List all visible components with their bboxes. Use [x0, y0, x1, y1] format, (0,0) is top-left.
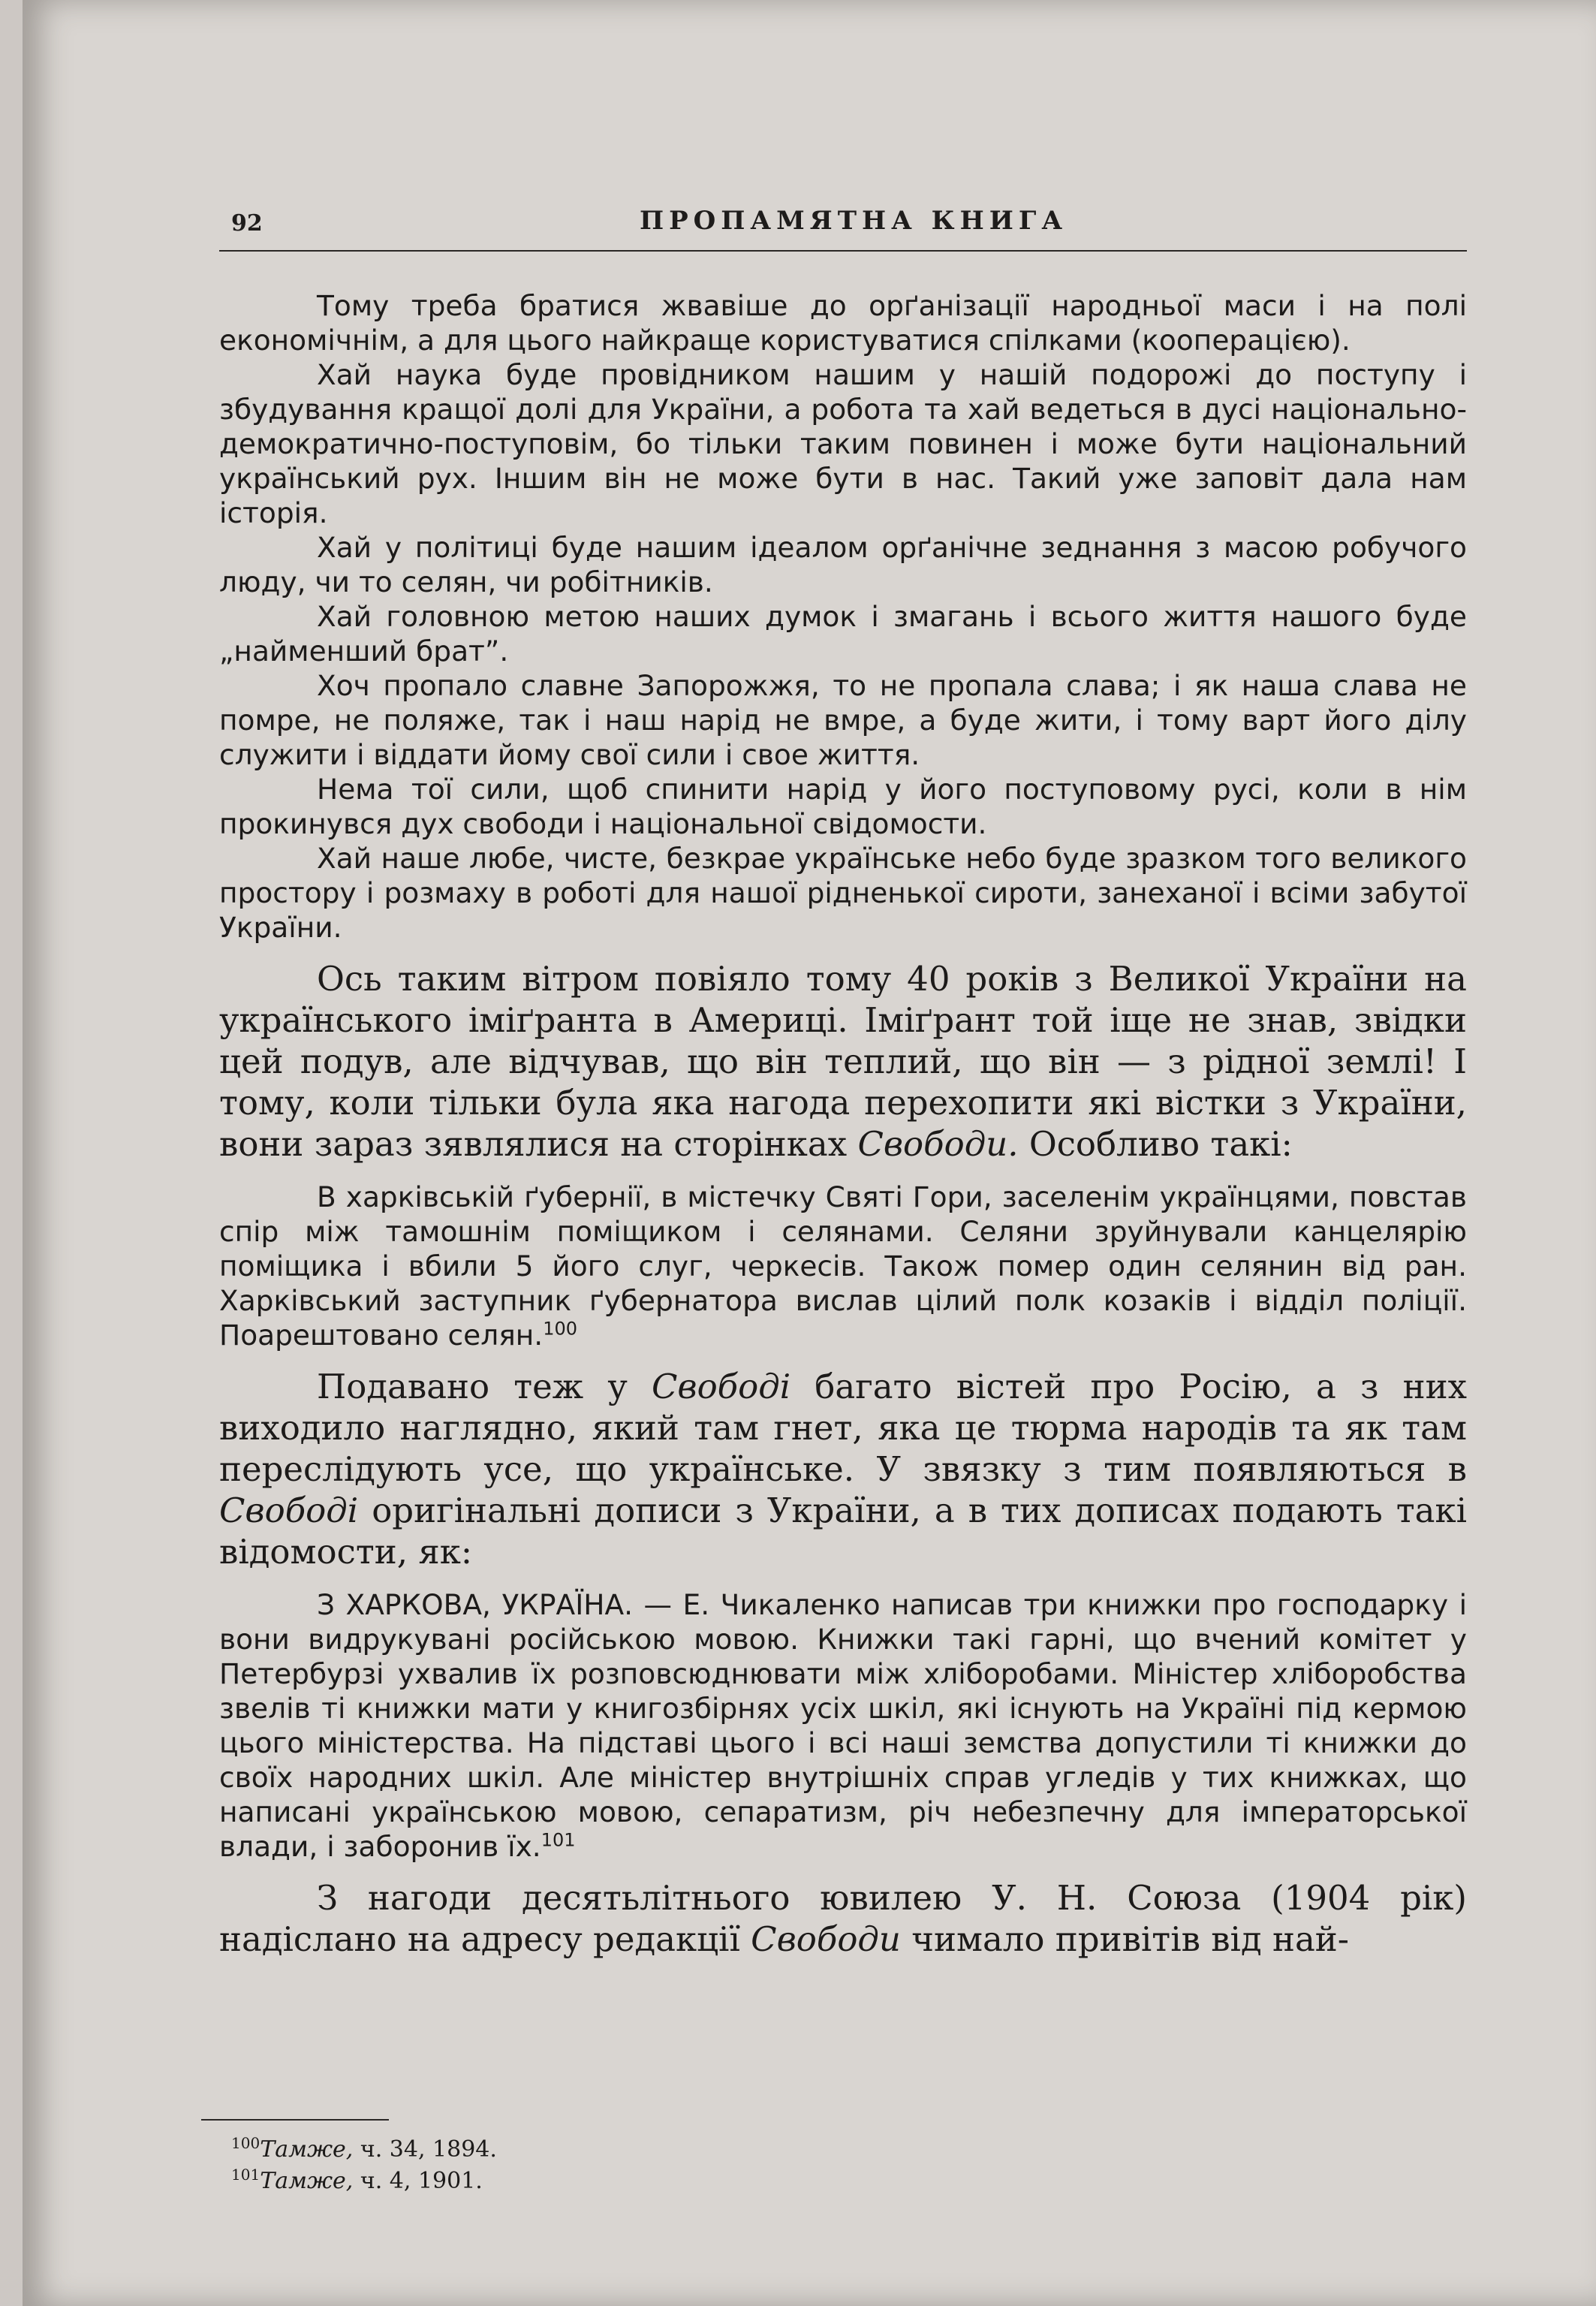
text-run: оригінальні дописи з України, а в тих дописах подають такі відомости, як:	[219, 1491, 1467, 1572]
quote-paragraph: Хай наше любе, чисте, безкрае українське небо буде зразком того великого простору і розмаху в роботі для нашої рідненької сироти, занеханої і всіми забутої України.	[219, 842, 1467, 944]
footnote-reference: 100	[543, 1318, 578, 1340]
footnote-reference: 101	[541, 1829, 576, 1851]
body-paragraph-2	[219, 1366, 1467, 1572]
footnote-number: 101	[231, 2166, 260, 2184]
newspaper-title: Свободи	[751, 1919, 901, 1959]
quote-text: З ХАРКОВА, УКРАЇНА. — Е. Чикаленко написав три книжки про господарку і вони видрукувані російською мовою. Книжки такі гарні, що вчений комітет у Петербурзі ухвалив їх розповсюднювати між хліборобами. Міністер хліборобства звелів ті книжки мати у книгозбірнях усіх шкіл, які існують на Україні під кермою цього міністерства. На підставі цього і всі наші земства допустили ті книжки до своїх народних шкіл. Але міністер внутрішніх справ угледів у тих книжках, що написані українською мовою, сепаратизм, річ небезпечну для імператорської влади, і заборонив їх.	[219, 1588, 1467, 1863]
footnote-number: 100	[231, 2134, 260, 2152]
text-run: Ось таким вітром повіяло тому 40 років з Великої України на українського іміґранта в Америці. Іміґрант той іще не знав, звідки цей подув, але відчував, що він теплий, що він — з рідної землі! І тому, коли тільки була яка нагода перехопити які вістки з України, вони зараз зявлялися на сторінках	[219, 959, 1467, 1164]
page-header	[219, 197, 1467, 242]
quote-paragraph: Тому треба братися жвавіше до орґанізації народньої маси і на полі економічнім, а для цього найкраще користуватися спілками (кооперацією).	[219, 289, 1467, 357]
quote-paragraph: Хай наука буде провідником нашим у нашій подорожі до поступу і збудування кращої долі для України, а робота та хай ведеться в дусі національно-демократично-поступовім, бо тільки таким повинен і може бути національний український рух. Іншим він не може бути в нас. Такий уже заповіт дала нам історія.	[219, 358, 1467, 529]
text-run: багато вістей про Росію, а з них виходило наглядно, який там гнет, яка це тюрма народів та як там переслідують усе, що українське. У звязку з тим появляються в	[219, 1367, 1468, 1489]
body-paragraph-3	[219, 1877, 1467, 1960]
footnote-source: Тамже,	[260, 2136, 354, 2163]
text-run: чимало привітів від най-	[900, 1919, 1349, 1959]
quote-block-1	[219, 288, 1467, 945]
quote-paragraph: Хоч пропало славне Запорожжя, то не пропала слава; і як наша слава не помре, не поляже, так і наш нарід не вмре, а буде жити, і тому варт його ділу служити і віддати йому свої сили і свое життя.	[219, 669, 1467, 771]
body-text	[219, 288, 1467, 1975]
quote-paragraph: Хай у політиці буде нашим ідеалом орґанічне зеднання з масою робучого люду, чи то селян, чи робітників.	[219, 531, 1467, 598]
newspaper-title: Свободі	[219, 1491, 359, 1530]
quote-paragraph	[219, 1180, 1467, 1352]
newspaper-title: Свободи.	[857, 1124, 1019, 1164]
footnote-text: ч. 34, 1894.	[353, 2136, 497, 2163]
quote-block-2	[219, 1180, 1467, 1352]
page-number: 92	[231, 210, 263, 237]
newspaper-title: Свободі	[651, 1367, 791, 1406]
footnote-source: Тамже,	[260, 2168, 354, 2194]
running-title: ПРОПАМЯТНА КНИГА	[640, 206, 1068, 236]
quote-text: В харківській ґубернії, в містечку Святі Гори, заселенім українцями, повстав спір між тамошнім поміщиком і селянами. Селяни зруйнували канцелярію поміщика і вбили 5 його слуг, черкесів. Також помер один селянин від ран. Харківський заступник ґубернатора вислав цілий полк козаків і відділ поліції. Поарештовано селян.	[219, 1180, 1467, 1352]
footnote-text: ч. 4, 1901.	[353, 2168, 483, 2194]
header-rule	[219, 250, 1467, 252]
text-run: Особливо такі:	[1018, 1124, 1293, 1164]
footnote	[231, 2134, 497, 2166]
text-run: З нагоди десятьлітнього ювилею У. Н. Союза (1904 рік) надіслано на адресу редакції	[219, 1878, 1467, 1959]
quote-paragraph: Нема тої сили, щоб спинити нарід у його поступовому русі, коли в нім прокинувся дух свободи і національної свідомости.	[219, 773, 1467, 840]
body-paragraph-1	[219, 958, 1467, 1165]
footnote	[231, 2166, 497, 2197]
book-page	[23, 0, 1596, 2306]
text-run: Подавано теж у	[317, 1367, 652, 1406]
quote-paragraph: Хай головною метою наших думок і змагань і всього життя нашого буде „найменший брат”.	[219, 600, 1467, 668]
quote-paragraph	[219, 1587, 1467, 1864]
footnote-rule	[201, 2119, 389, 2121]
quote-block-3	[219, 1587, 1467, 1864]
footnotes	[231, 2134, 497, 2197]
